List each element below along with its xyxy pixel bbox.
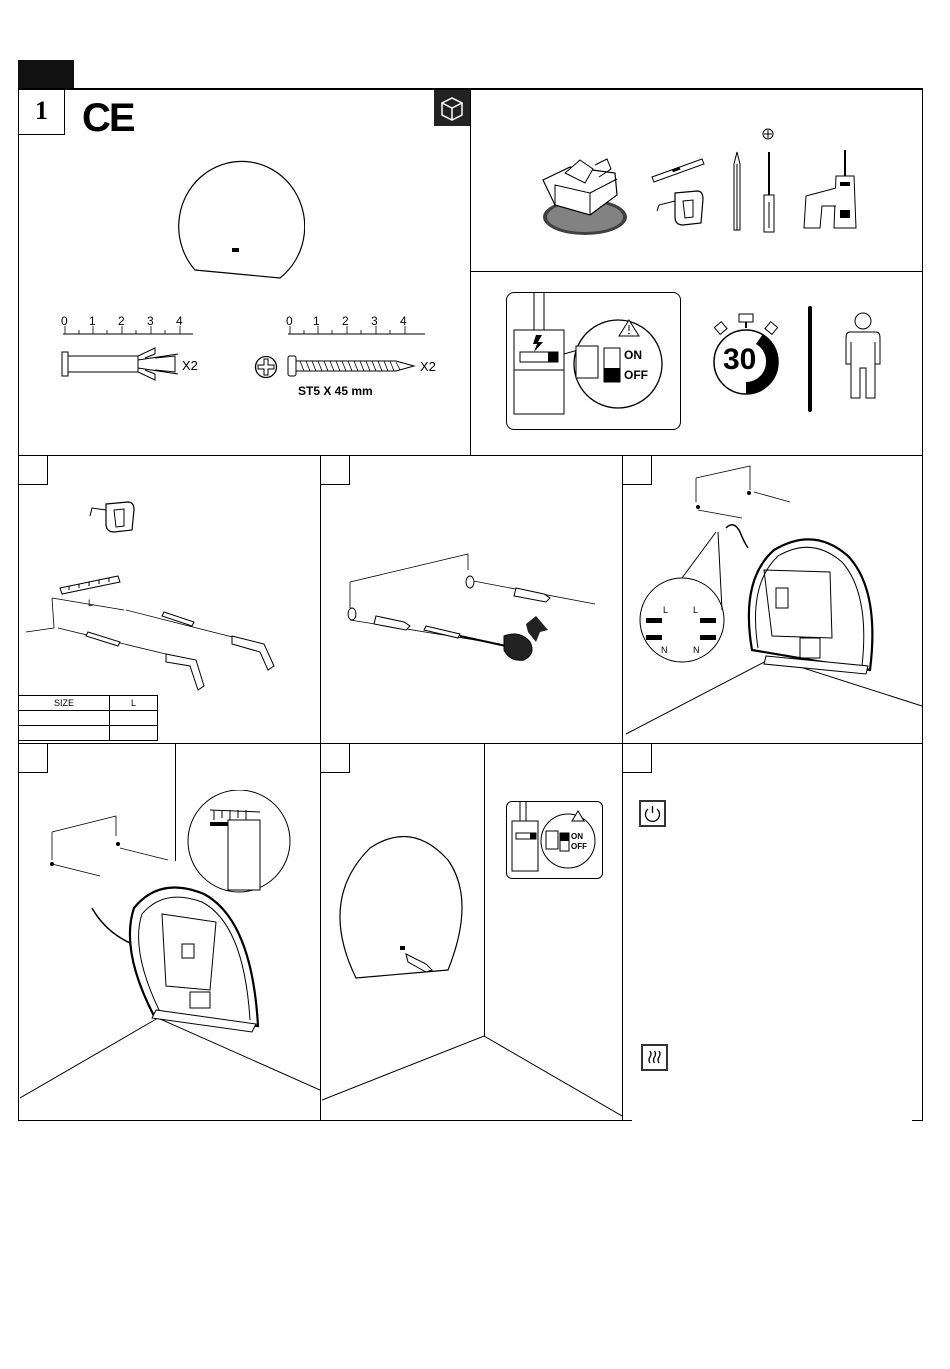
ruler-tick-label: 4 bbox=[176, 314, 183, 328]
size-table-header-row bbox=[19, 696, 158, 711]
size-table-row bbox=[19, 711, 158, 726]
step-number-box-5 bbox=[320, 743, 350, 773]
person-icon bbox=[842, 312, 884, 402]
divider-bar bbox=[808, 306, 812, 412]
ruler-tick-label: 0 bbox=[286, 314, 293, 328]
phillips-head-icon bbox=[762, 128, 774, 140]
ruler-tick-label: 1 bbox=[313, 314, 320, 328]
ruler-tick-label: 2 bbox=[118, 314, 125, 328]
switch-on-label: ON bbox=[624, 348, 642, 362]
phillips-icon bbox=[254, 355, 278, 379]
screw-ruler bbox=[280, 312, 430, 342]
step1-measure-drill-illustration bbox=[24, 570, 284, 695]
ce-mark-icon: CE bbox=[82, 96, 134, 140]
box-icon bbox=[434, 90, 470, 126]
wall-anchor-illustration bbox=[60, 344, 185, 384]
screw-quantity: X2 bbox=[420, 359, 436, 374]
ruler-tick-label: 2 bbox=[342, 314, 349, 328]
defog-icon bbox=[641, 1044, 668, 1071]
mirror-front-illustration bbox=[170, 138, 305, 283]
tape-measure-icon bbox=[655, 187, 705, 229]
screwdriver-icon bbox=[760, 150, 778, 235]
ruler-tick-label: 3 bbox=[147, 314, 154, 328]
screw-spec: ST5 X 45 mm bbox=[298, 384, 373, 398]
wait-minutes: 30 bbox=[723, 343, 757, 376]
ruler-tick-label: 4 bbox=[400, 314, 407, 328]
ruler-tick-label: 3 bbox=[371, 314, 378, 328]
step2-anchor-screw-illustration bbox=[340, 550, 600, 670]
anchor-quantity: X2 bbox=[182, 358, 198, 373]
step-number-box-1 bbox=[18, 455, 48, 485]
size-table-cell bbox=[19, 711, 110, 726]
svg-text:L: L bbox=[88, 598, 94, 608]
size-table-cell bbox=[110, 711, 158, 726]
page-number: 1 bbox=[35, 96, 48, 125]
size-table bbox=[18, 695, 158, 741]
ruler-tick-label: 0 bbox=[61, 314, 68, 328]
step-number-box-4 bbox=[18, 743, 48, 773]
size-table-cell bbox=[19, 726, 110, 741]
size-table-cell bbox=[110, 726, 158, 741]
toolbox-icon bbox=[535, 155, 630, 240]
spirit-level-icon bbox=[650, 155, 706, 185]
size-table-header: L bbox=[110, 696, 158, 711]
wiring-label-l: L bbox=[693, 605, 699, 615]
power-button-icon bbox=[639, 800, 666, 827]
breaker-illustration bbox=[506, 292, 681, 430]
step4-hang-illustration bbox=[20, 790, 320, 1120]
screw-illustration bbox=[286, 352, 418, 380]
step-number-box-2 bbox=[320, 455, 350, 485]
panel-6-bottom-rule bbox=[622, 1120, 632, 1121]
step1-tape-measure-icon bbox=[88, 498, 136, 536]
size-table-row bbox=[19, 726, 158, 741]
ruler-tick-label: 1 bbox=[89, 314, 96, 328]
step3-wiring-illustration bbox=[624, 460, 922, 742]
wiring-label-l: L bbox=[663, 605, 669, 615]
step5-switch-on-label: ON bbox=[571, 832, 583, 841]
panel-6-bottom-rule-right bbox=[912, 1120, 923, 1121]
drill-icon bbox=[800, 148, 860, 233]
step-number-box-6 bbox=[622, 743, 652, 773]
size-table-header: SIZE bbox=[19, 696, 110, 711]
pencil-icon bbox=[731, 150, 743, 235]
wiring-label-n: N bbox=[661, 645, 668, 655]
step5-breaker-illustration bbox=[506, 801, 603, 879]
wiring-label-n: N bbox=[693, 645, 700, 655]
switch-off-label: OFF bbox=[624, 368, 648, 382]
header-tab bbox=[18, 60, 74, 88]
step5-switch-off-label: OFF bbox=[571, 842, 587, 851]
